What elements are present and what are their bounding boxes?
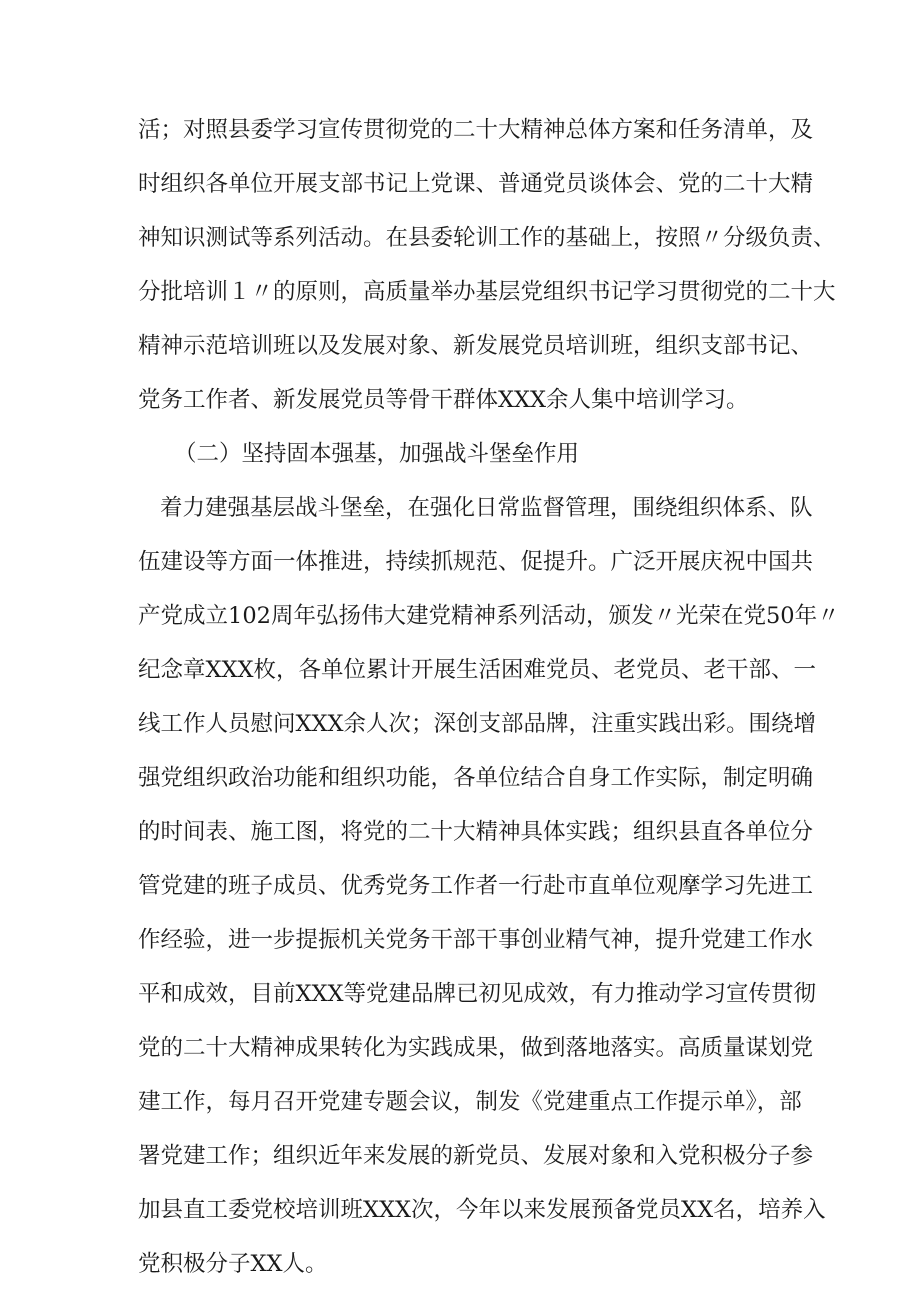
- text-line: 神知识测试等系列活动。在县委轮训工作的基础上，按照〃分级负责、: [138, 225, 836, 251]
- paragraph-continuation: [138, 103, 836, 427]
- text-line: 建工作，每月召开党建专题会议，制发《党建重点工作提示单》，部: [138, 1089, 802, 1115]
- text-line: 着力建强基层战斗堡垒，在强化日常监督管理，围绕组织体系、队: [160, 495, 813, 521]
- text-line: 时组织各单位开展支部书记上党课、普通党员谈体会、党的二十大精: [138, 171, 814, 197]
- document-body: [138, 103, 840, 1291]
- text-line: 管党建的班子成员、优秀党务工作者一行赴市直单位观摩学习先进工: [138, 873, 814, 899]
- text-line: 的时间表、施工图，将党的二十大精神具体实践；组织县直各单位分: [138, 819, 814, 845]
- paragraph-body: [138, 481, 840, 1291]
- section-heading: （二）坚持固本强基，加强战斗堡垒作用: [174, 441, 580, 467]
- text-line: 署党建工作；组织近年来发展的新党员、发展对象和入党积极分子参: [138, 1143, 814, 1169]
- text-line: 强党组织政治功能和组织功能，各单位结合自身工作实际，制定明确: [138, 765, 814, 791]
- text-line: 伍建设等方面一体推进，持续抓规范、促提升。广泛开展庆祝中国共: [138, 549, 814, 575]
- text-line: 作经验，进一步提振机关党务干部干事创业精气神，提升党建工作水: [138, 927, 814, 953]
- text-line: 纪念章XXX枚，各单位累计开展生活困难党员、老党员、老干部、一: [138, 657, 817, 683]
- text-line: 加县直工委党校培训班XXX次，今年以来发展预备党员XX名，培养入: [138, 1197, 826, 1223]
- text-line: 分批培训１〃的原则，高质量举办基层党组织书记学习贯彻党的二十大: [138, 279, 836, 305]
- text-line: 产党成立102周年弘扬伟大建党精神系列活动，颁发〃光荣在党50年〃: [138, 603, 840, 629]
- text-line: 平和成效，目前XXX等党建品牌已初见成效，有力推动学习宣传贯彻: [138, 981, 817, 1007]
- text-line: 线工作人员慰问XXX余人次；深创支部品牌，注重实践出彩。围绕增: [138, 711, 817, 737]
- text-line: 党务工作者、新发展党员等骨干群体XXX余人集中培训学习。: [138, 387, 749, 413]
- text-line: 党积极分子XX人。: [138, 1251, 328, 1277]
- text-line: 精神示范培训班以及发展对象、新发展党员培训班，组织支部书记、: [138, 333, 814, 359]
- text-line: 党的二十大精神成果转化为实践成果，做到落地落实。高质量谋划党: [138, 1035, 814, 1061]
- text-line: 活；对照县委学习宣传贯彻党的二十大精神总体方案和任务清单，及: [138, 117, 814, 143]
